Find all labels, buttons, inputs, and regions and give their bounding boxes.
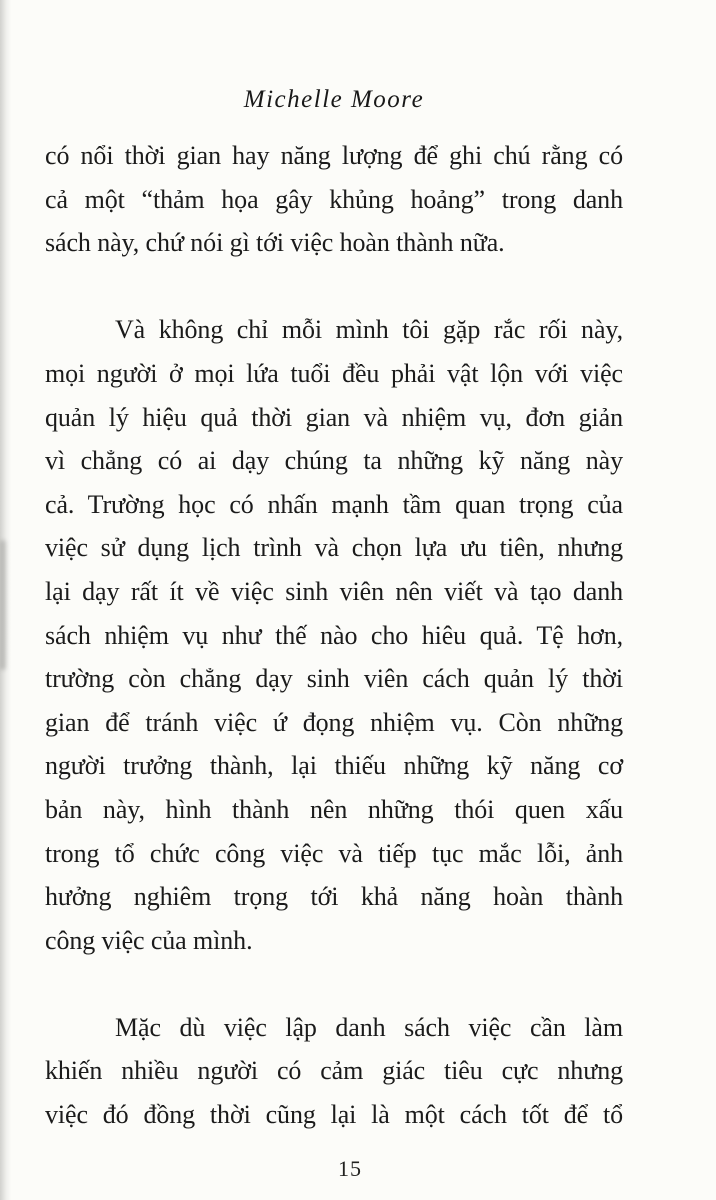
scan-smudge-mark	[0, 540, 6, 670]
text-line: lại dạy rất ít về việc sinh viên nên viết và tạo danh	[45, 576, 623, 606]
text-line: trong tổ chức công việc và tiếp tục mắc lỗi, ảnh	[45, 838, 623, 868]
text-line: sách này, chứ nói gì tới việc hoàn thành nữa.	[45, 228, 505, 258]
text-line: người trưởng thành, lại thiếu những kỹ năng cơ	[45, 751, 623, 781]
text-line: mọi người ở mọi lứa tuổi đều phải vật lộn với việc	[45, 358, 623, 388]
text-line: có nổi thời gian hay năng lượng để ghi chú rằng có	[45, 141, 623, 170]
text-line: hưởng nghiêm trọng tới khả năng hoàn thành	[45, 882, 623, 912]
text-line: khiến nhiều người có cảm giác tiêu cực nhưng	[45, 1056, 623, 1086]
paragraph	[45, 1006, 623, 1137]
text-line: cả. Trường học có nhấn mạnh tầm quan trọng của	[45, 489, 623, 519]
page-number: 15	[338, 1156, 362, 1181]
text-line: sách nhiệm vụ như thế nào cho hiêu quả. Tệ hơn,	[45, 620, 623, 650]
text-line: việc đó đồng thời cũng lại là một cách tốt để tổ	[45, 1100, 623, 1130]
text-line: Mặc dù việc lập danh sách việc cần làm	[115, 1012, 623, 1042]
text-line: vì chẳng có ai dạy chúng ta những kỹ năng này	[45, 446, 623, 476]
paragraph	[45, 134, 623, 265]
text-line: Và không chỉ mỗi mình tôi gặp rắc rối này,	[115, 315, 623, 345]
text-line: công việc của mình.	[45, 925, 253, 955]
text-line: bản này, hình thành nên những thói quen xấu	[45, 794, 623, 824]
text-block	[45, 134, 623, 1137]
text-line: gian để tránh việc ứ đọng nhiệm vụ. Còn những	[45, 707, 623, 737]
text-line: trường còn chẳng dạy sinh viên cách quản lý thời	[45, 664, 623, 694]
running-title: Michelle Moore	[243, 86, 425, 113]
scan-edge-shadow	[0, 0, 12, 1200]
text-line: việc sử dụng lịch trình và chọn lựa ưu tiên, nhưng	[45, 533, 623, 563]
paragraph	[45, 308, 623, 962]
text-line: cả một “thảm họa gây khủng hoảng” trong danh	[45, 184, 623, 214]
text-line: quản lý hiệu quả thời gian và nhiệm vụ, đơn giản	[45, 402, 623, 432]
